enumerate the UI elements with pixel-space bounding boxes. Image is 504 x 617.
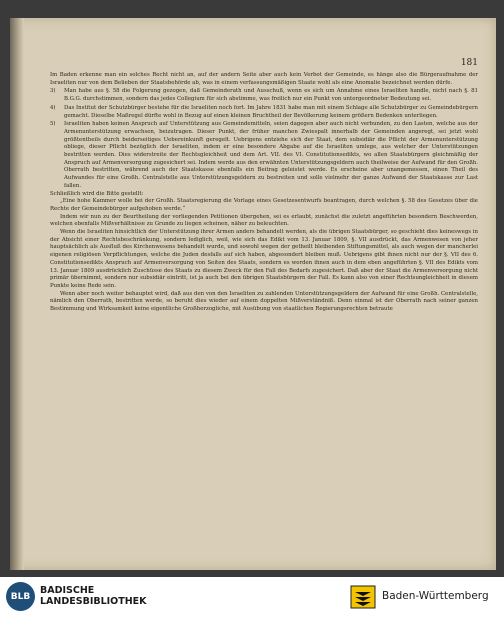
paragraph: Schließlich wird die Bitte gestellt: [50, 190, 144, 197]
paragraph-number: 5) [50, 121, 56, 128]
paragraph-number: 4) [50, 104, 56, 111]
page-gutter [10, 18, 24, 570]
baden-wuerttemberg-coat-of-arms-icon[interactable] [350, 585, 376, 609]
paragraph-text: Israeliten haben keinen Anspruch auf Unterstützung aus Gemeindemitteln, seien dagegen aber auch nicht verbunden, zu den Lasten, welche aus der Armenunterstützung erwachsen, beizutragen. Dieser Punkt, der früher manchen Zwiespalt innerhalb der Gemeinden angeregt, sei jetzt wohl größtentheils durch beiderseitiges Uebereinkunft geregelt. Uebrigens entziehe sich der Staat, dem subsidiär die Pflicht der Armenunterstützung obliege, dieser Pflicht bezüglich der Israeliten, indem er eine besondere Abgabe auf die Israeliten umlege, aus welcher der Unterstützungen bestritten werden. Dies widerstreite der Rechtsgleichheit und dem Art. VII. des VI. Constitutionsedikts, wo allen Staatsbürgern gleichmäßig der Anspruch auf Armenversorgung zugesichert sei. Indem werde aus den erwähnten Unterstützungsgeldern auch theilweise der Aufwand für den Großh. Oberrath bestritten, während auch der Staatskasse ebenfalls ein Beitrag geleistet werde. Es erscheine aber unangemessen, einen Theil des Aufwandes für eine Großh. Centralstelle aus Unterstützungsgeldern zu bestreiten und solle vielmehr der ganze Aufwand der Staatskasse zur Last fallen. [64, 121, 478, 189]
footer-bar [0, 577, 504, 617]
paragraph: Indem wir nun zu der Beurtheilung der vorliegenden Petitionen übergehen, sei es erlaubt, zunächst die zuletzt angeführten besondern Beschwerden, welchen ebenfalls Mißverhältnisse zu Grunde zu liegen scheinen, näher zu beleuchten. [50, 213, 478, 228]
paragraph-text: Man habe aus §. 58 die Folgerung gezogen, daß Gemeinderath und Ausschuß, wenn es sich um Annahme eines Israeliten handle, nicht nach §. 81 B.G.G. durchstimmen, sondern das jedes Collegium für sich abstimme, was freilich nur ein Punkt von untergeordneter Bedeutung sei. [64, 88, 478, 103]
page-number: 181 [460, 58, 478, 68]
page-body-text [50, 72, 478, 314]
paragraph: Im Baden erkenne man ein solches Recht nicht an, auf der andern Seite aber auch kein Verbot der Gemeinde, es hänge also die Bürgeraufnahme der Israeliten nur von dem Belieben der Staatsbehörde ab, was in einem verfassungsmäßigen Staate wohl als eine Anomalie bezeichnet werden dürfe. [50, 72, 478, 86]
petition-quote: „Eine hohe Kammer wolle bei der Großh. Staatsregierung die Vorlage eines Gesetzesentwurfs beantragen, durch welchen §. 58 des Gesetzes über die Rechte der Gemeindebürger aufgehoben werde.“ [50, 198, 478, 212]
state-name: Baden-Württemberg [382, 590, 489, 602]
paragraph-number: 3) [50, 88, 56, 95]
library-name-line2: LANDESBIBLIOTHEK [40, 596, 147, 607]
numbered-paragraph [50, 121, 478, 190]
library-name-line1: BADISCHE [40, 585, 95, 596]
paragraph: Wenn aber noch weiter behauptet wird, daß aus den von den Israeliten zu zahlenden Unterstützungsgeldern der Aufwand für eine Großh. Centralstelle, nämlich den Oberrath, bestritten werde, so beruht dies wieder auf einem doppelten Mißverständniß. Denn einmal ist der Oberrath nach seiner ganzen Bestimmung und Wirksamkeit keine eigentliche Großherzogliche, mit Ausübung von staatlichen Regierungsrechten betraute [50, 290, 478, 313]
numbered-paragraph [50, 88, 478, 103]
blb-logo-icon[interactable]: BLB [6, 582, 35, 611]
page-header [38, 58, 482, 70]
paragraph-text: Das Institut der Schutzbürger bestehe für die Israeliten noch fort. Im Jahre 1831 habe man mit einem Schlage alle Schutzbürger zu Gemeindebürgern gemacht. Dieselbe Maßregel dürfte wohl in Bezug auf einen kleinen Bruchtheil der Bevölkerung keinem größern Bedenken unterliegen. [64, 104, 478, 119]
numbered-paragraph [50, 105, 478, 120]
library-name [40, 585, 147, 607]
book-page [10, 18, 496, 570]
paragraph: Wenn die Israeliten hinsichtlich der Unterstützung ihrer Armen anders behandelt werden, als die übrigen Staatsbürger, so geschieht dies keineswegs in der Absicht einer Rechtsbeschränkung, sondern lediglich, weil, wie sich das Edikt vom 13. Januar 1809, §. VII ausdrückt, das Armenwesen von jeher hauptsächlich als Ausfluß des Kirchenwesens behandelt wurde, und sowohl wegen der getheilt bleibenden Stiftungsmittel, als auch wegen der mancherlei eigenen religiösen Verpflichtungen, welche die Juden desfalls auf sich haben, abgesondert bleiben muß. Uebrigens gibt ihnen nicht nur der §. VII des 6. Constitutionsedikts Anspruch auf Armenversorgung von Seiten des Staats, sondern es werden ihnen auch in dem eben angeführten §. VII des Edikts vom 13. Januar 1809 ausdrücklich Zuschüsse des Staats zu diesem Zweck für den Fall des Bedarfs zugesichert. Daß aber der Staat die Armenversorgung nicht primär übernimmt, sondern nur subsidiär eintritt, ist ja auch bei den übrigen Staatsbürgern der Fall. Es kann also von einer Rechtsungleichheit in diesem Punkte keine Rede sein. [50, 229, 478, 289]
